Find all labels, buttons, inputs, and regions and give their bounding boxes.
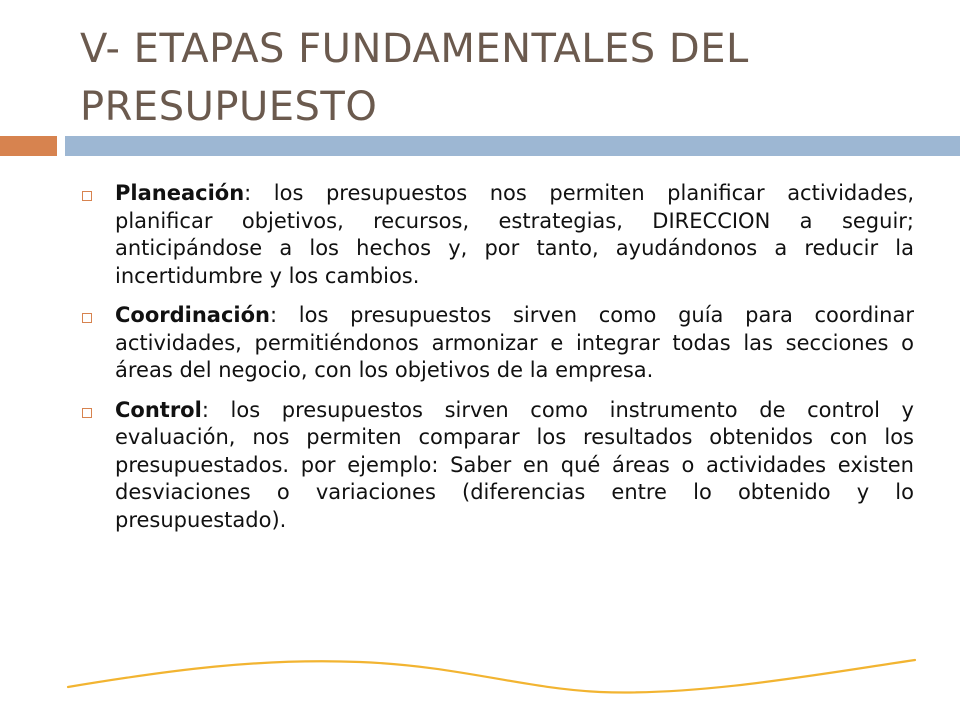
bullet-item-planeacion <box>78 180 914 290</box>
accent-bar-orange <box>0 136 57 156</box>
square-bullet-icon <box>82 408 92 418</box>
bullet-text: los presupuestos nos permiten planificar actividades, planificar objetivos, recursos, estrategias, DIRECCION a seguir; anticipándose a los hechos y, por tanto, ayudándonos a reducir la incertidumbre y los cambios. <box>115 181 914 288</box>
slide-title: V- ETAPAS FUNDAMENTALES DEL PRESUPUESTO <box>80 26 749 130</box>
bullet-term: Coordinación <box>115 303 270 327</box>
bullet-text: los presupuestos sirven como instrumento de control y evaluación, nos permiten comparar los resultados obtenidos con los presupuestados. por ejemplo: Saber en qué áreas o actividades existen desviaciones o variaciones (diferencias entre lo obtenido y lo presupuestado). <box>115 397 914 532</box>
bullet-separator: : <box>244 181 274 205</box>
bullet-item-control <box>78 397 914 535</box>
accent-bar-blue <box>65 136 960 156</box>
bullet-separator: : <box>270 303 299 327</box>
bullet-term: Planeación <box>115 181 245 205</box>
square-bullet-icon <box>82 191 92 201</box>
square-bullet-icon <box>82 313 92 323</box>
bullet-item-coordinacion <box>78 302 914 385</box>
decorative-wave-line <box>0 640 960 720</box>
bullet-term: Control <box>115 397 202 422</box>
bullet-list <box>78 180 914 546</box>
bullet-separator: : <box>201 397 231 422</box>
bullet-text: los presupuestos sirven como guía para coordinar actividades, permitiéndonos armonizar e integrar todas las secciones o áreas del negocio, con los objetivos de la empresa. <box>115 303 914 382</box>
